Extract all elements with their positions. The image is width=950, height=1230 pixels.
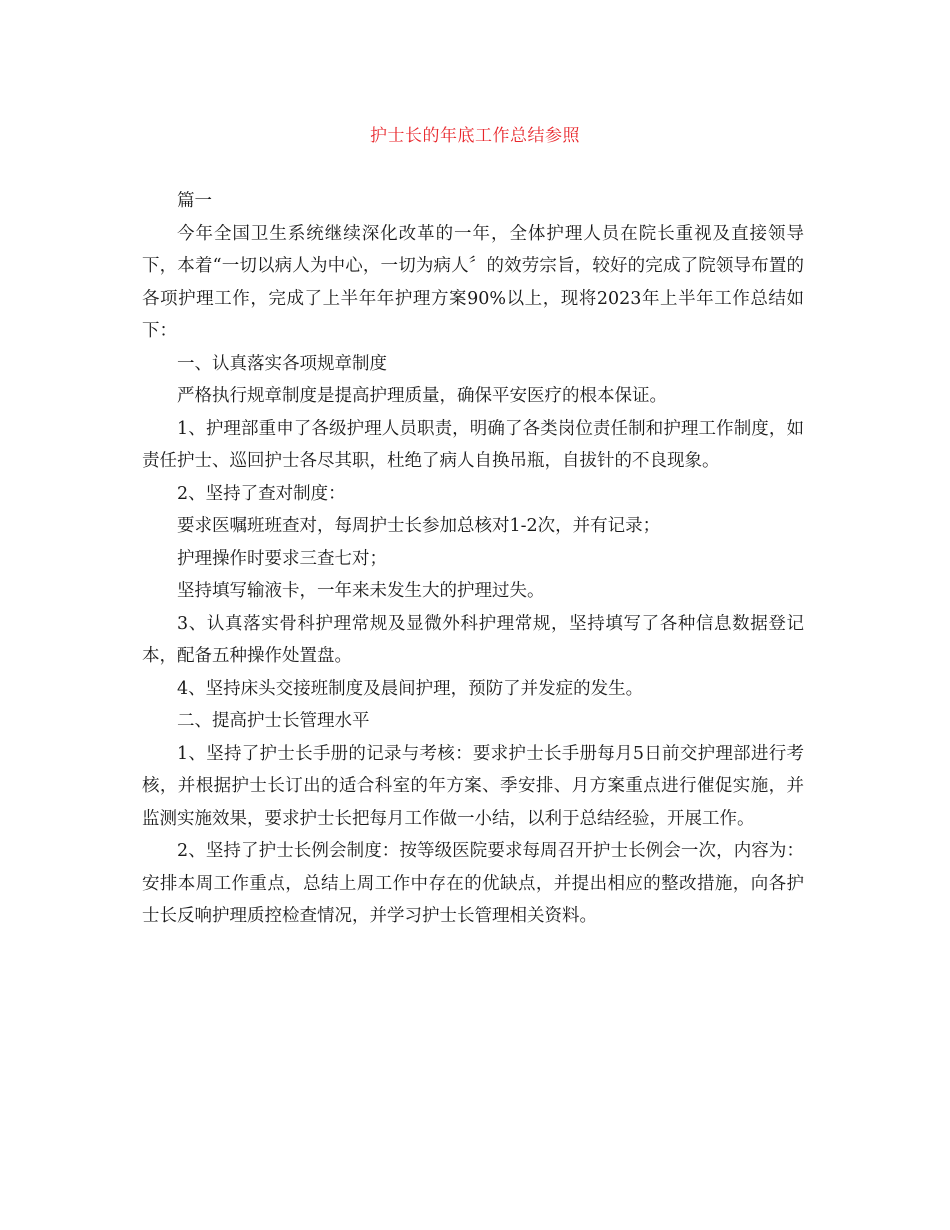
paragraph: 今年全国卫生系统继续深化改革的一年，全体护理人员在院长重视及直接领导下，本着“一切以病人为中心，一切为病人〞的效劳宗旨，较好的完成了院领导布置的各项护理工作，完成了上半年年护理方案90%以上，现将2023年上半年工作总结如下： (142, 223, 804, 341)
document-title: 护士长的年底工作总结参照 (370, 126, 580, 146)
paragraph: 要求医嘱班班查对，每周护士长参加总核对1-2次，并有记录； (177, 516, 661, 536)
section-heading: 二、提高护士长管理水平 (177, 711, 370, 731)
paragraph: 1、护理部重申了各级护理人员职责，明确了各类岗位责任制和护理工作制度，如责任护士、巡回护士各尽其职，杜绝了病人自换吊瓶，自拔针的不良现象。 (142, 418, 804, 471)
paragraph: 坚持填写输液卡，一年来未发生大的护理过失。 (177, 581, 545, 601)
section-heading: 一、认真落实各项规章制度 (177, 353, 387, 374)
paragraph: 4、坚持床头交接班制度及晨间护理，预防了并发症的发生。 (177, 678, 644, 699)
paragraph: 3、认真落实骨科护理常规及显微外科护理常规，坚持填写了各种信息数据登记本，配备五种操作处置盘。 (142, 613, 804, 666)
document-body (142, 185, 804, 933)
paragraph: 2、坚持了护士长例会制度：按等级医院要求每周召开护士长例会一次，内容为：安排本周工作重点，总结上周工作中存在的优缺点，并提出相应的整改措施，向各护士长反响护理质控检查情况，并学习护士长管理相关资料。 (142, 841, 804, 926)
paragraph: 严格执行规章制度是提高护理质量，确保平安医疗的根本保证。 (177, 386, 667, 406)
paragraph: 护理操作时要求三查七对； (177, 548, 387, 569)
paragraph: 2、坚持了查对制度： (177, 483, 346, 504)
section-heading: 篇一 (177, 191, 212, 211)
paragraph: 1、坚持了护士长手册的记录与考核：要求护士长手册每月5日前交护理部进行考核，并根据护士长订出的适合科室的年方案、季安排、月方案重点进行催促实施，并监测实施效果，要求护士长把每月工作做一小结，以利于总结经验，开展工作。 (142, 743, 804, 829)
